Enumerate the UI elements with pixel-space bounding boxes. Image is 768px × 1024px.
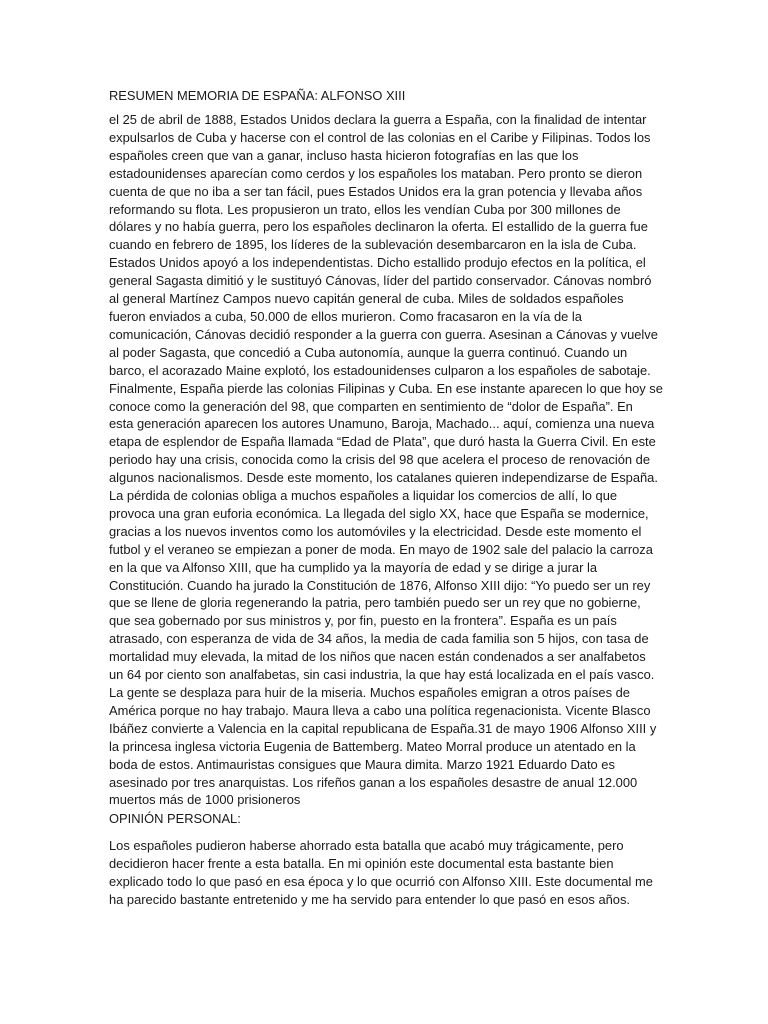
summary-line: la princesa inglesa victoria Eugenia de Battemberg. Mateo Morral produce un atentado en la: [109, 738, 636, 754]
summary-line: estadounidenses aparecían como cerdos y los españoles los mataban. Pero pronto se dieron: [109, 165, 643, 181]
summary-line: asesinado por tres anarquistas. Los rifeños ganan a los españoles desastre de anual 12.000: [109, 774, 638, 790]
summary-line: esta generación aparecen los autores Unamuno, Baroja, Machado... aquí, comienza una nueva: [109, 416, 655, 432]
summary-line: comunicación, Cánovas decidió responder a la guerra con guerra. Asesinan a Cánovas y vuelve: [109, 326, 658, 342]
summary-line: al poder Sagasta, que concedió a Cuba autonomía, aunque la guerra continuó. Cuando un: [109, 344, 628, 360]
summary-line: al general Martínez Campos nuevo capitán general de cuba. Miles de soldados españoles: [109, 291, 624, 307]
document-title: RESUMEN MEMORIA DE ESPAÑA: ALFONSO XIII: [109, 88, 406, 103]
summary-line: conoce como la generación del 98, que comparten en sentimiento de “dolor de España”. En: [109, 398, 633, 414]
summary-line: cuenta de que no iba a ser tan fácil, pues Estados Unidos era la gran potencia y llevaba años: [109, 183, 643, 199]
summary-paragraph: [109, 111, 663, 809]
summary-line: el 25 de abril de 1888, Estados Unidos declara la guerra a España, con la finalidad de intentar: [109, 112, 647, 127]
summary-line: Constitución. Cuando ha jurado la Constitución de 1876, Alfonso XIII dijo: “Yo puedo ser un rey: [109, 577, 651, 593]
summary-line: general Sagasta dimitió y le sustituyó Cánovas, líder del partido conservador. Cánovas nombró: [109, 273, 652, 289]
summary-line: reformando su flota. Les propusieron un trato, ellos les vendían Cuba por 300 millones de: [109, 201, 621, 217]
summary-line: que sea gobernado por sus ministros y, por fin, puesto en la frontera”. España es un país: [109, 613, 617, 629]
summary-line: mortalidad muy elevada, la mitad de los niños que nacen están condenados a ser analfabetos: [109, 649, 646, 665]
summary-line: barco, el acorazado Maine explotó, los estadounidenses culparon a los españoles de sabotaje.: [109, 362, 651, 378]
summary-line: América porque no hay trabajo. Maura lleva a cabo una política regenacionista. Vicente Blasco: [109, 702, 651, 718]
opinion-paragraph: [109, 837, 659, 909]
summary-line: expulsarlos de Cuba y hacerse con el control de las colonias en el Caribe y Filipinas. Todos los: [109, 129, 651, 145]
opinion-heading: OPINIÓN PERSONAL:: [109, 811, 241, 826]
summary-line: algunos nacionalismos. Desde este momento, los catalanes quieren independizarse de España.: [109, 470, 658, 486]
summary-line: dólares y no había guerra, pero los españoles declinaron la oferta. El estallido de la guerra fue: [109, 219, 648, 235]
summary-line: etapa de esplendor de España llamada “Edad de Plata”, que duró hasta la Guerra Civil. En este: [109, 434, 656, 450]
summary-line: La gente se desplaza para huir de la miseria. Muchos españoles emigran a otros países de: [109, 685, 630, 700]
summary-line: que se llene de gloria regenerando la patria, pero también puedo ser un rey que no gobierne,: [109, 595, 641, 611]
summary-line: españoles creen que van a ganar, incluso hasta hicieron fotografías en las que los: [109, 147, 579, 163]
summary-line: en la que va Alfonso XIII, que ha cumplido ya la mayoría de edad y se dirige a jurar la: [109, 559, 597, 575]
summary-line: gracias a los nuevos inventos como los automóviles y la electricidad. Desde este momento el: [109, 523, 642, 539]
opinion-line: decidieron hacer frente a esta batalla. En mi opinión este documental esta bastante bien: [109, 855, 614, 871]
opinion-line: ha parecido bastante entretenido y me ha servido para entender lo que pasó en esos años.: [109, 891, 630, 907]
summary-line: atrasado, con esperanza de vida de 34 años, la media de cada familia son 5 hijos, con tasa de: [109, 631, 649, 647]
summary-line: futbol y el veraneo se empiezan a poner de moda. En mayo de 1902 sale del palacio la carroza: [109, 541, 653, 557]
summary-line: cuando en febrero de 1895, los líderes de la sublevación desembarcaron en la isla de Cuba.: [109, 237, 637, 253]
summary-line: periodo hay una crisis, conocida como la crisis del 98 que acelera el proceso de renovación de: [109, 452, 651, 468]
summary-line: Estados Unidos apoyó a los independentistas. Dicho estallido produjo efectos en la política, el: [109, 255, 646, 271]
summary-line: boda de estos. Antimauristas consigues que Maura dimita. Marzo 1921 Eduardo Dato es: [109, 756, 615, 772]
summary-line: muertos más de 1000 prisioneros: [109, 792, 301, 808]
summary-line: un 64 por ciento son analfabetas, sin casi industria, la que hay está localizada en el país vasco.: [109, 667, 655, 683]
summary-line: La pérdida de colonias obliga a muchos españoles a liquidar los comercios de allí, lo que: [109, 488, 618, 504]
summary-line: fueron enviados a cuba, 50.000 de ellos murieron. Como fracasaron en la vía de la: [109, 308, 582, 324]
opinion-line: explicado todo lo que pasó en esa época y lo que ocurrió con Alfonso XIII. Este documental me: [109, 873, 653, 889]
summary-line: provoca una gran euforia económica. La llegada del siglo XX, hace que España se modernice,: [109, 505, 649, 521]
summary-line: Ibáñez convierte a Valencia en la capital republicana de España.31 de mayo 1906 Alfonso XIII y: [109, 720, 657, 736]
summary-line: Finalmente, España pierde las colonias Filipinas y Cuba. En ese instante aparecen lo que hoy se: [109, 380, 663, 396]
opinion-line: Los españoles pudieron haberse ahorrado esta batalla que acabó muy trágicamente, pero: [109, 838, 624, 853]
